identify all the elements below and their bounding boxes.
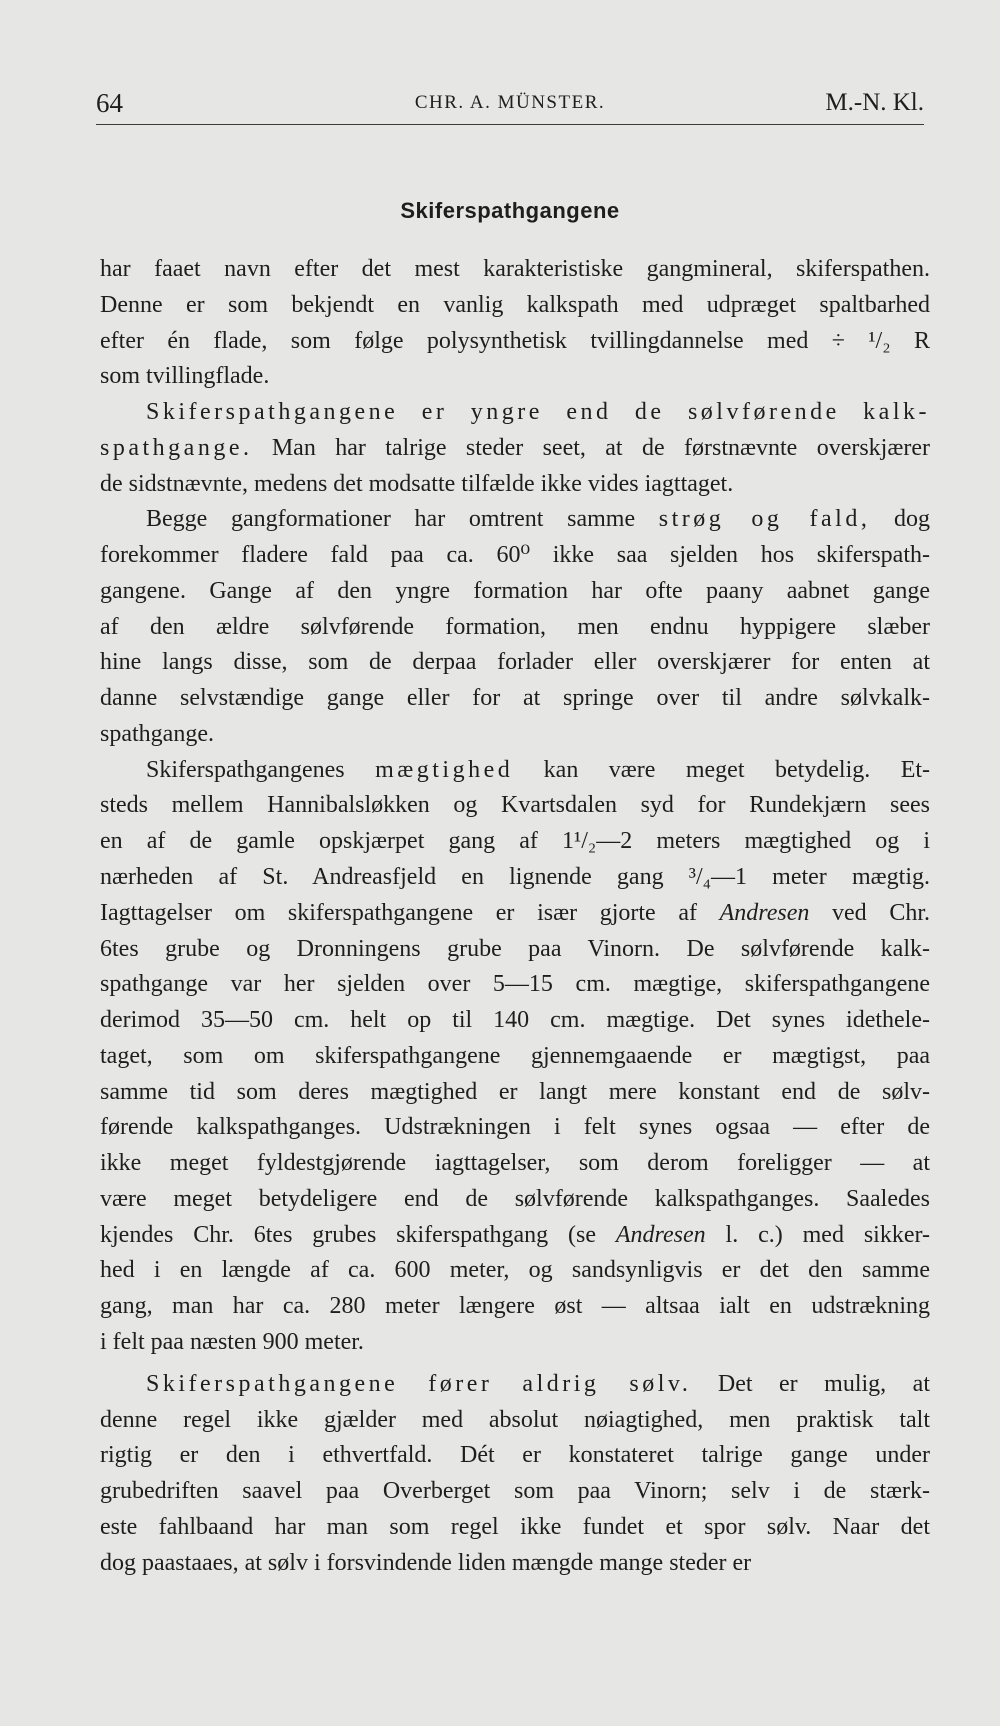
text-line: [100, 753, 930, 789]
page-number: 64: [96, 88, 123, 118]
text-run: være meget betydeligere end de sølvførende kalkspathganges. Saaledes: [100, 1185, 930, 1212]
text-line: [100, 1146, 930, 1182]
text-line: [100, 896, 930, 932]
paragraph: [100, 395, 930, 502]
text-run: spathgange var her sjelden over 5—15 cm. mægtige, skiferspathgangene: [100, 971, 930, 998]
text-run: dog: [870, 506, 931, 533]
text-run: taget, som om skiferspathgangene gjennemgaaende er mægtigst, paa: [100, 1042, 930, 1069]
text-run: hine langs disse, som de derpaa forlader eller overskjærer for enten at: [100, 649, 930, 676]
text-run: ved Chr.: [809, 899, 930, 926]
text-run: hed i en længde af ca. 600 meter, og sandsynligvis er det den samme: [100, 1257, 930, 1284]
text-run: Begge gangformationer har omtrent samme: [146, 506, 659, 533]
text-line: [100, 1253, 930, 1289]
text-line: [100, 681, 930, 717]
running-head-journal: M.-N. Kl.: [825, 89, 924, 116]
running-head-author: CHR. A. MÜNSTER.: [414, 92, 606, 113]
text-line: [100, 288, 930, 324]
text-line: [100, 1039, 930, 1075]
text-run: denne regel ikke gjælder med absolut nøiagtighed, men praktisk talt: [100, 1406, 930, 1433]
text-line: [100, 1325, 930, 1361]
spaced-emphasis: Skiferspathgangene fører aldrig sølv.: [146, 1370, 692, 1397]
text-line: [100, 1510, 930, 1546]
text-run: førende kalkspathganges. Udstrækningen i felt synes ogsaa — efter de: [100, 1114, 930, 1141]
text-run: efter én flade, som følge polysynthetisk tvillingdannelse med ÷ ¹/₂ R: [100, 327, 930, 354]
text-run: Skiferspathgangenes: [146, 756, 376, 783]
text-run: ikke meget fyldestgjørende iagttagelser, som derom foreligger — at: [100, 1150, 930, 1177]
text-run: spathgange.: [100, 720, 214, 747]
text-run: gangene. Gange af den yngre formation har ofte paany aabnet gange: [100, 577, 930, 604]
text-line: [100, 967, 930, 1003]
text-run: samme tid som deres mægtighed er langt mere konstant end de sølv-: [100, 1078, 930, 1105]
text-run: derimod 35—50 cm. helt op til 140 cm. mægtige. Det synes idethele-: [100, 1007, 930, 1034]
paragraph: [100, 502, 930, 752]
text-run: este fahlbaand har man som regel ikke fundet et spor sølv. Naar det: [100, 1513, 930, 1540]
spaced-emphasis: Skiferspathgangene er yngre end de sølvførende kalk-: [146, 399, 930, 426]
text-run: grubedriften saavel paa Overberget som paa Vinorn; selv i de stærk-: [100, 1478, 930, 1505]
text-run: de sidstnævnte, medens det modsatte tilfælde ikke vides iagttaget.: [100, 470, 734, 497]
text-run: l. c.) med sikker-: [705, 1221, 930, 1248]
text-run: Iagttagelser om skiferspathgangene er især gjorte af: [100, 899, 720, 926]
text-line: [100, 1367, 930, 1403]
text-run: Man har talrige steder seet, at de førstnævnte overskjærer: [252, 434, 930, 461]
body-text: [100, 252, 930, 1581]
text-line: [100, 824, 930, 860]
text-line: [100, 1110, 930, 1146]
spaced-emphasis: spathgange.: [100, 434, 253, 461]
text-run: har faaet navn efter det mest karakteristiske gangmineral, skiferspathen.: [100, 256, 930, 282]
text-run: 6tes grube og Dronningens grube paa Vinorn. De sølvførende kalk-: [100, 935, 930, 962]
italic-name: Andresen: [719, 899, 810, 926]
running-header: [96, 82, 924, 124]
text-line: [100, 431, 930, 467]
header-rule: [96, 124, 924, 125]
text-line: [100, 645, 930, 681]
text-line: [100, 1218, 930, 1254]
spaced-emphasis: mægtighed: [375, 756, 514, 783]
spaced-emphasis: strøg og fald,: [658, 506, 871, 533]
text-run: Denne er som bekjendt en vanlig kalkspath med udpræget spaltbarhed: [100, 291, 930, 318]
text-run: danne selvstændige gange eller for at springe over til andre sølvkalk-: [100, 685, 930, 712]
paragraph: [100, 252, 930, 395]
text-line: [100, 932, 930, 968]
text-run: som tvillingflade.: [100, 363, 270, 390]
text-line: [100, 1438, 930, 1474]
text-line: [100, 1546, 930, 1582]
text-line: [100, 860, 930, 896]
italic-name: Andresen: [615, 1221, 706, 1248]
text-line: [100, 788, 930, 824]
text-run: en af de gamle opskjærpet gang af 1¹/₂—2 meters mægtighed og i: [100, 828, 930, 855]
text-run: rigtig er den i ethvertfald. Dét er konstateret talrige gange under: [100, 1442, 930, 1469]
text-line: [100, 1182, 930, 1218]
text-run: kjendes Chr. 6tes grubes skiferspathgang (se: [100, 1221, 616, 1248]
text-run: nærheden af St. Andreasfjeld en lignende gang ³/₄—1 meter mægtig.: [100, 864, 930, 891]
text-run: Det er mulig, at: [691, 1370, 931, 1397]
text-run: dog paastaaes, at sølv i forsvindende liden mængde mange steder er: [100, 1549, 752, 1576]
text-line: [100, 1474, 930, 1510]
paragraph: [100, 753, 930, 1361]
text-line: [100, 610, 930, 646]
text-line: [100, 467, 930, 503]
text-line: [100, 1075, 930, 1111]
text-line: [100, 502, 930, 538]
text-line: [100, 574, 930, 610]
text-run: kan være meget betydelig. Et-: [513, 756, 931, 783]
paragraph: [100, 1367, 930, 1582]
text-line: [100, 1403, 930, 1439]
text-run: forekommer fladere fald paa ca. 60⁰ ikke saa sjelden hos skiferspath-: [100, 542, 930, 569]
text-line: [100, 1003, 930, 1039]
text-run: i felt paa næsten 900 meter.: [100, 1328, 364, 1355]
text-line: [100, 324, 930, 360]
text-line: [100, 717, 930, 753]
text-run: gang, man har ca. 280 meter længere øst — altsaa ialt en udstrækning: [100, 1293, 930, 1320]
text-line: [100, 395, 930, 431]
text-line: [100, 252, 930, 288]
section-title: Skiferspathgangene: [400, 198, 620, 223]
text-line: [100, 1289, 930, 1325]
text-line: [100, 538, 930, 574]
text-line: [100, 359, 930, 395]
text-run: af den ældre sølvførende formation, men endnu hyppigere slæber: [100, 613, 930, 640]
text-run: steds mellem Hannibalsløkken og Kvartsdalen syd for Rundekjærn sees: [100, 792, 930, 819]
